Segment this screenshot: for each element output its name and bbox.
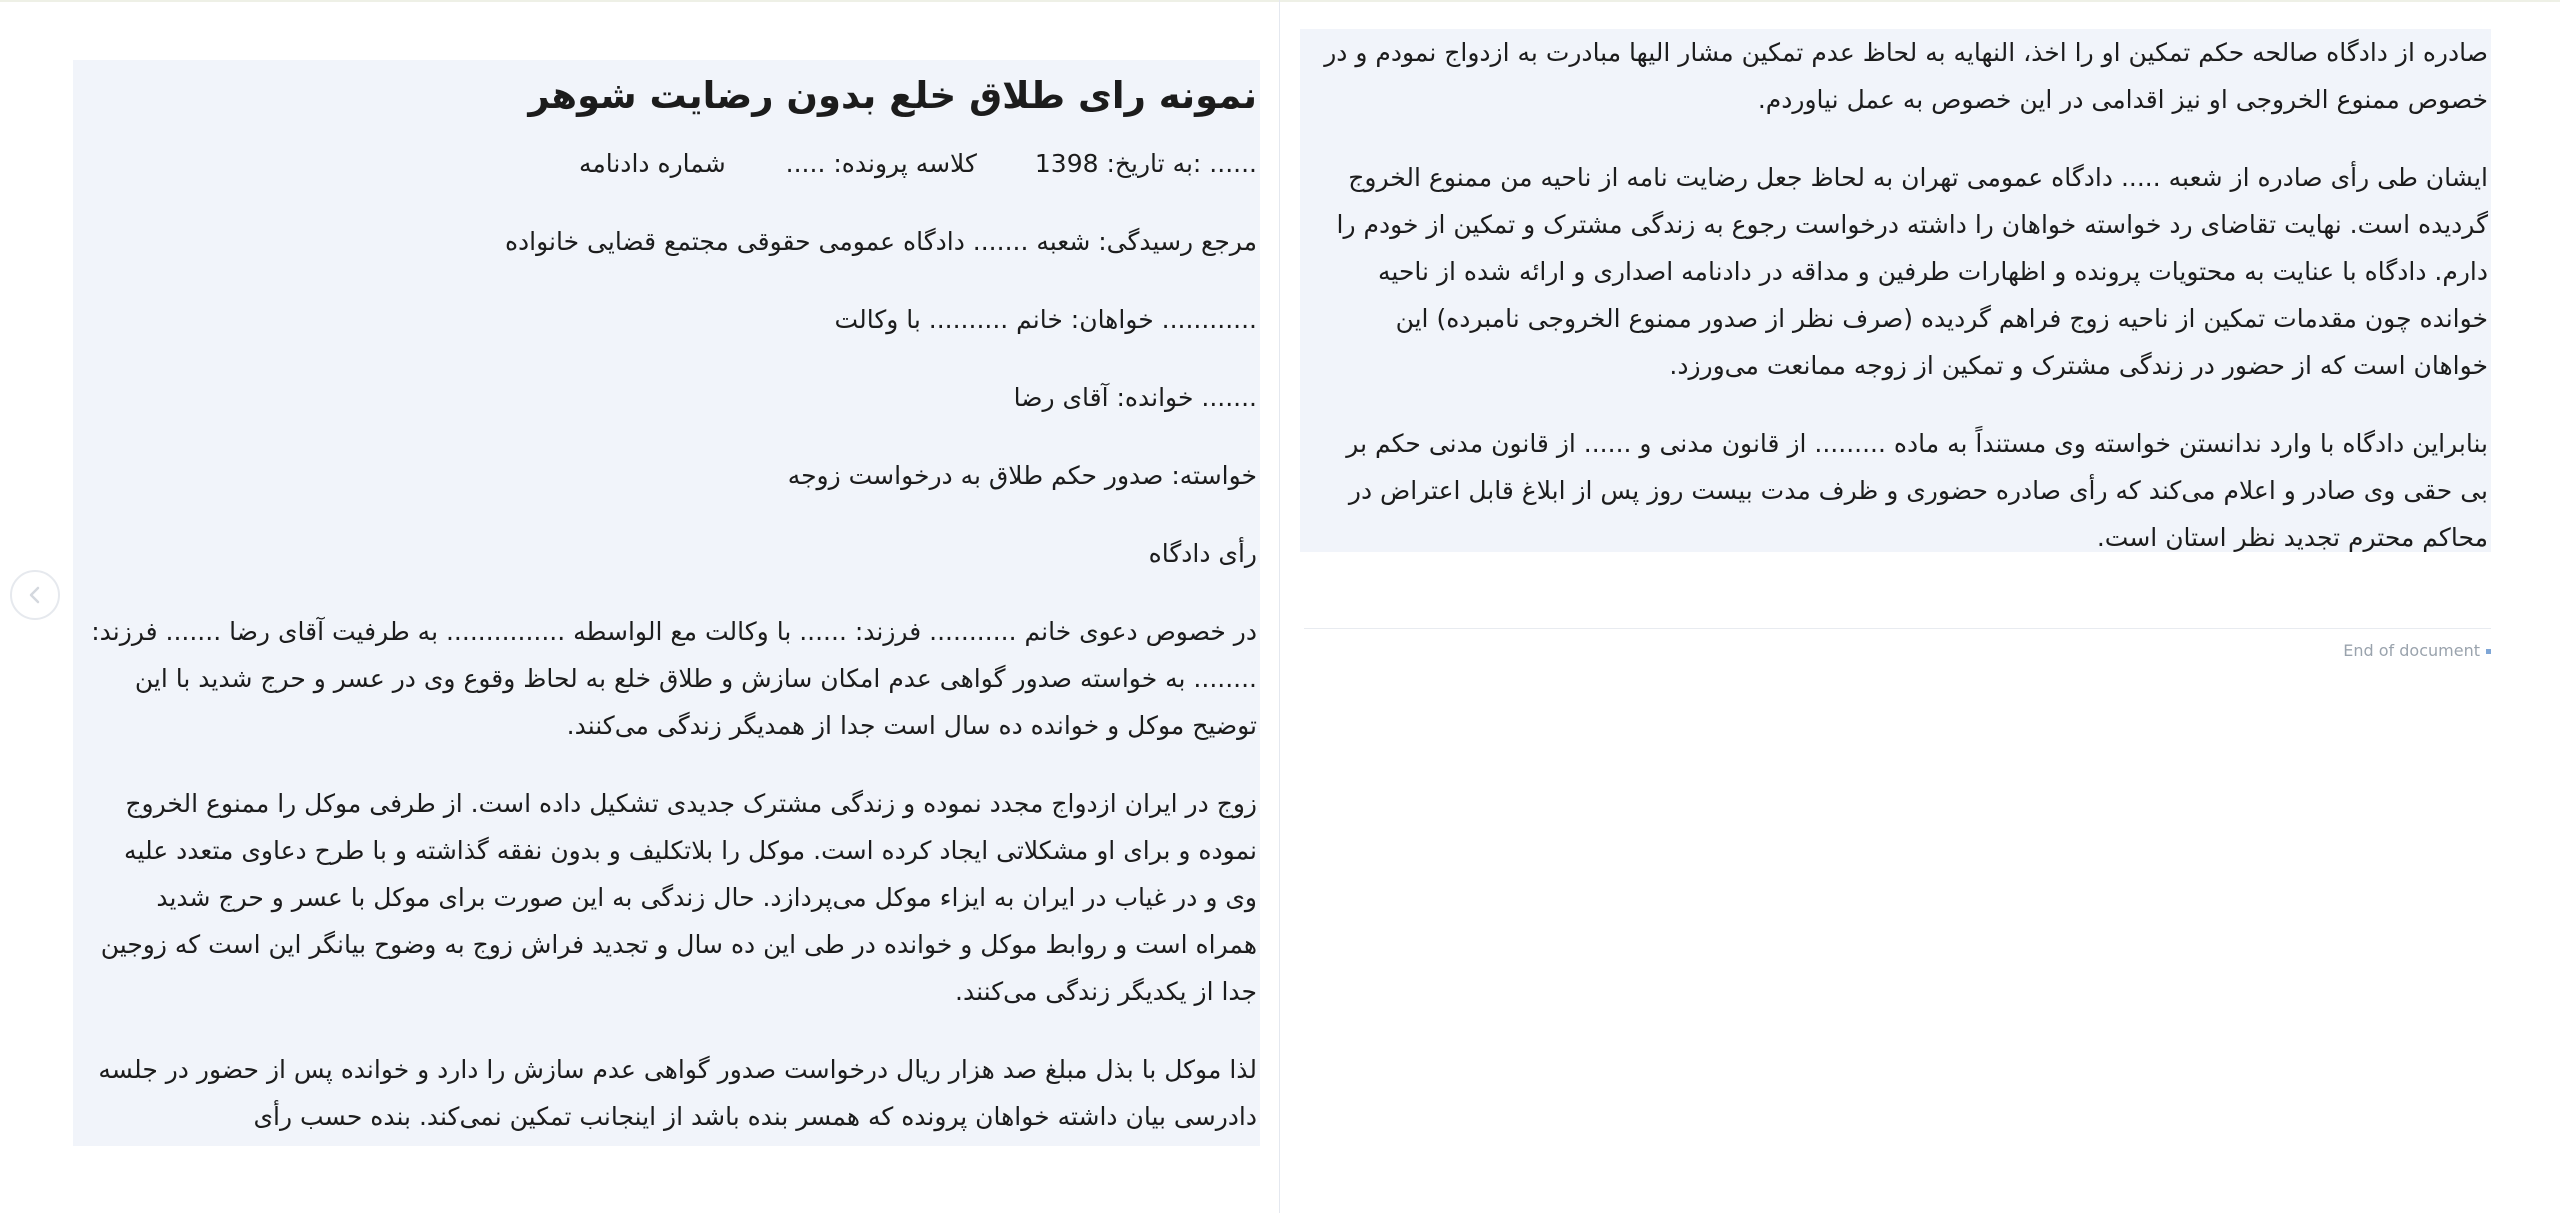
document-meta — [89, 140, 1257, 187]
meta-verdict-number: شماره دادنامه — [578, 149, 726, 178]
paragraph: صادره از دادگاه صالحه حکم تمکین او را اخذ، النهایه به لحاظ عدم تمکین مشار الیها مبادرت به ازدواج نمودم و در خصوص ممنوع الخروجی او نیز اقدامی در این خصوص به عمل نیاوردم. — [1324, 38, 2488, 114]
end-divider — [1304, 628, 2491, 629]
chevron-left-icon — [24, 584, 46, 606]
reference-line: مرجع رسیدگی: شعبه ....... دادگاه عمومی حقوقی مجتمع قضایی خانواده — [504, 227, 1257, 256]
plaintiff-line: ............ خواهان: خانم .......... با وکالت — [834, 305, 1257, 334]
court-opinion-heading: رأی دادگاه — [1148, 539, 1257, 568]
end-of-document-label: End of document — [1300, 640, 2491, 662]
previous-page-button[interactable] — [10, 570, 60, 620]
document-title: نمونه رای طلاق خلع بدون رضایت شوهر — [528, 74, 1257, 117]
text-block-left — [73, 60, 1260, 1146]
end-marker-icon — [2486, 649, 2491, 654]
paragraph: زوج در ایران ازدواج مجدد نموده و زندگی مشترک جدیدی تشکیل داده است. از طرفی موکل را ممنوع الخروج نموده و برای او مشکلاتی ایجاد کرده است. موکل را بلاتکلیف و بدون نفقه گذاشته و با طرح دعاوی متعدد علیه وی و در غیاب در ایران به ایزاء موکل می‌پردازد. حال زندگی به این صورت برای موکل با عسر و حرج شدید همراه است و روابط موکل و خوانده در طی این ده سال و تجدید فراش زوج به وضوح بیانگر این است که زوجین جدا از یکدیگر زندگی می‌کنند. — [100, 789, 1257, 1006]
paragraph: در خصوص دعوی خانم ........... فرزند: ...... با وکالت مع الواسطه ............... به طرفیت آقای رضا ....... فرزند: ........ به خواسته صدور گواهی عدم امکان سازش و طلاق خلع به لحاظ وقوع وی در عسر و حرج شدید با این توضیح موکل و خوانده ده سال است جدا از همدیگر زندگی می‌کنند. — [91, 617, 1257, 740]
paragraph: ایشان طی رأی صادره از شعبه ..... دادگاه عمومی تهران به لحاظ جعل رضایت نامه از ناحیه من ممنوع الخروج گردیده است. نهایت تقاضای رد خواسته خواهان را داشته درخواست رجوع به زندگی مشترک و تمکین از خودم را دارم. دادگاه با عنایت به محتویات پرونده و اظهارات طرفین و مداقه در دادنامه اصداری و ارائه شده از ناحیه خوانده چون مقدمات تمکین از ناحیه زوج فراهم گردیده (صرف نظر از صدور ممنوع الخروجی نامبرده) این خواهان است که از حضور در زندگی مشترک و تمکین از زوجه ممانعت می‌ورزد. — [1336, 163, 2488, 380]
paragraph: لذا موکل با بذل مبلغ صد هزار ریال درخواست صدور گواهی عدم سازش را دارد و خوانده پس از حضور در جلسه دادرسی بیان داشته خواهان پرونده که همسر بنده باشد از اینجانب تمکین نمی‌کند. بنده حسب رأی — [98, 1055, 1257, 1131]
meta-file-class: کلاسه پرونده: ..... — [785, 149, 977, 178]
defendant-line: ....... خوانده: آقای رضا — [1013, 383, 1257, 412]
document-page-right — [1281, 0, 2560, 1213]
text-block-right — [1300, 29, 2491, 552]
paragraph: بنابراین دادگاه با وارد ندانستن خواسته وی مستنداً به ماده ......... از قانون مدنی و ...... از قانون مدنی حکم بر بی حقی وی صادر و اعلام می‌کند که رأی صادره حضوری و ظرف مدت بیست روز پس از ابلاغ قابل اعتراض در محاکم محترم تجدید نظر استان است. — [1346, 429, 2488, 552]
meta-date: ...... :به تاریخ: 1398 — [1034, 149, 1257, 178]
claim-line: خواسته: صدور حکم طلاق به درخواست زوجه — [787, 461, 1257, 490]
